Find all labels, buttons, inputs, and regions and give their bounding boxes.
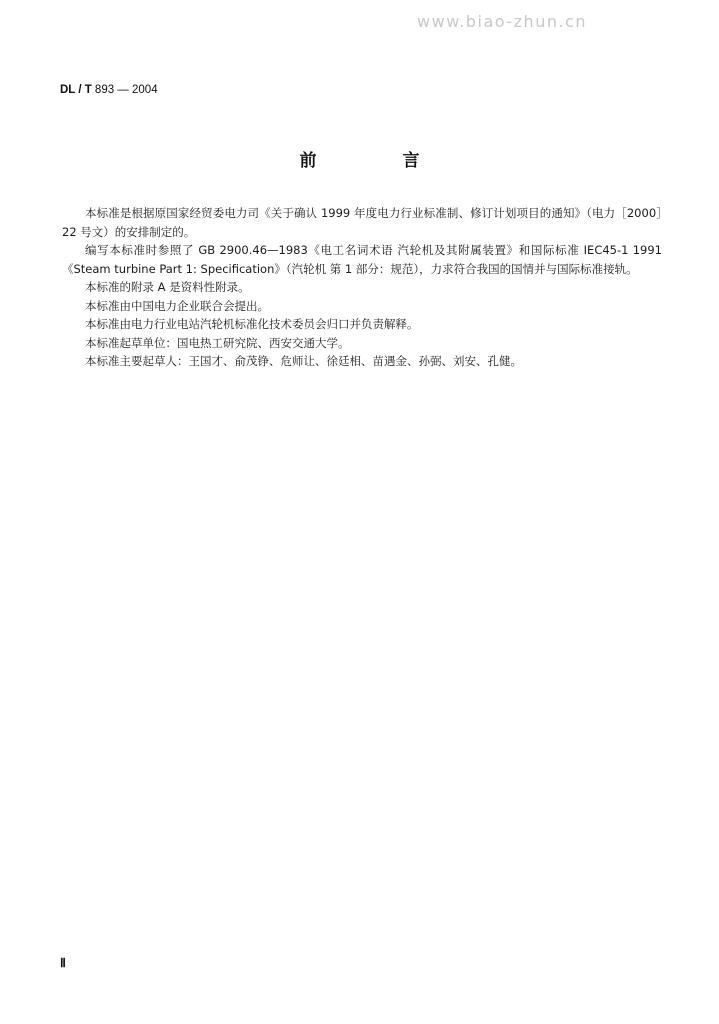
paragraph-references: 编写本标准时参照了 GB 2900.46—1983《电工名词术语 汽轮机及其附属装置》和国际标准 IEC45-1 1991《Steam turbine Part 1: Specification》（汽轮机 第 1 部分：规范），力求符合我国的国情并与国际标准接轨。 [62, 243, 662, 276]
standard-code-number: 893 — 2004 [91, 84, 158, 96]
paragraph-responsible: 本标准由电力行业电站汽轮机标准化技术委员会归口并负责解释。 [85, 317, 419, 331]
paragraph-drafters: 本标准主要起草人：王国才、俞茂铮、危师让、徐廷相、苗遇金、孙弼、刘安、孔健。 [85, 354, 522, 368]
foreword-body [62, 204, 662, 371]
standard-code [60, 84, 158, 96]
page-number: Ⅱ [60, 956, 66, 970]
paragraph-proposer: 本标准由中国电力企业联合会提出。 [85, 298, 269, 313]
paragraph-basis: 本标准是根据原国家经贸委电力司《关于确认 1999 年度电力行业标准制、修订计划项目的通知》（电力［2000］22 号文）的安排制定的。 [62, 206, 662, 239]
watermark: www.biao-zhun.cn [417, 12, 587, 31]
paragraph-drafting-units: 本标准起草单位：国电热工研究院、西安交通大学。 [85, 335, 350, 350]
standard-code-prefix: DL / T [60, 84, 92, 96]
foreword-heading: 前 言 [299, 151, 460, 171]
paragraph-appendix: 本标准的附录 A 是资料性附录。 [85, 280, 250, 294]
